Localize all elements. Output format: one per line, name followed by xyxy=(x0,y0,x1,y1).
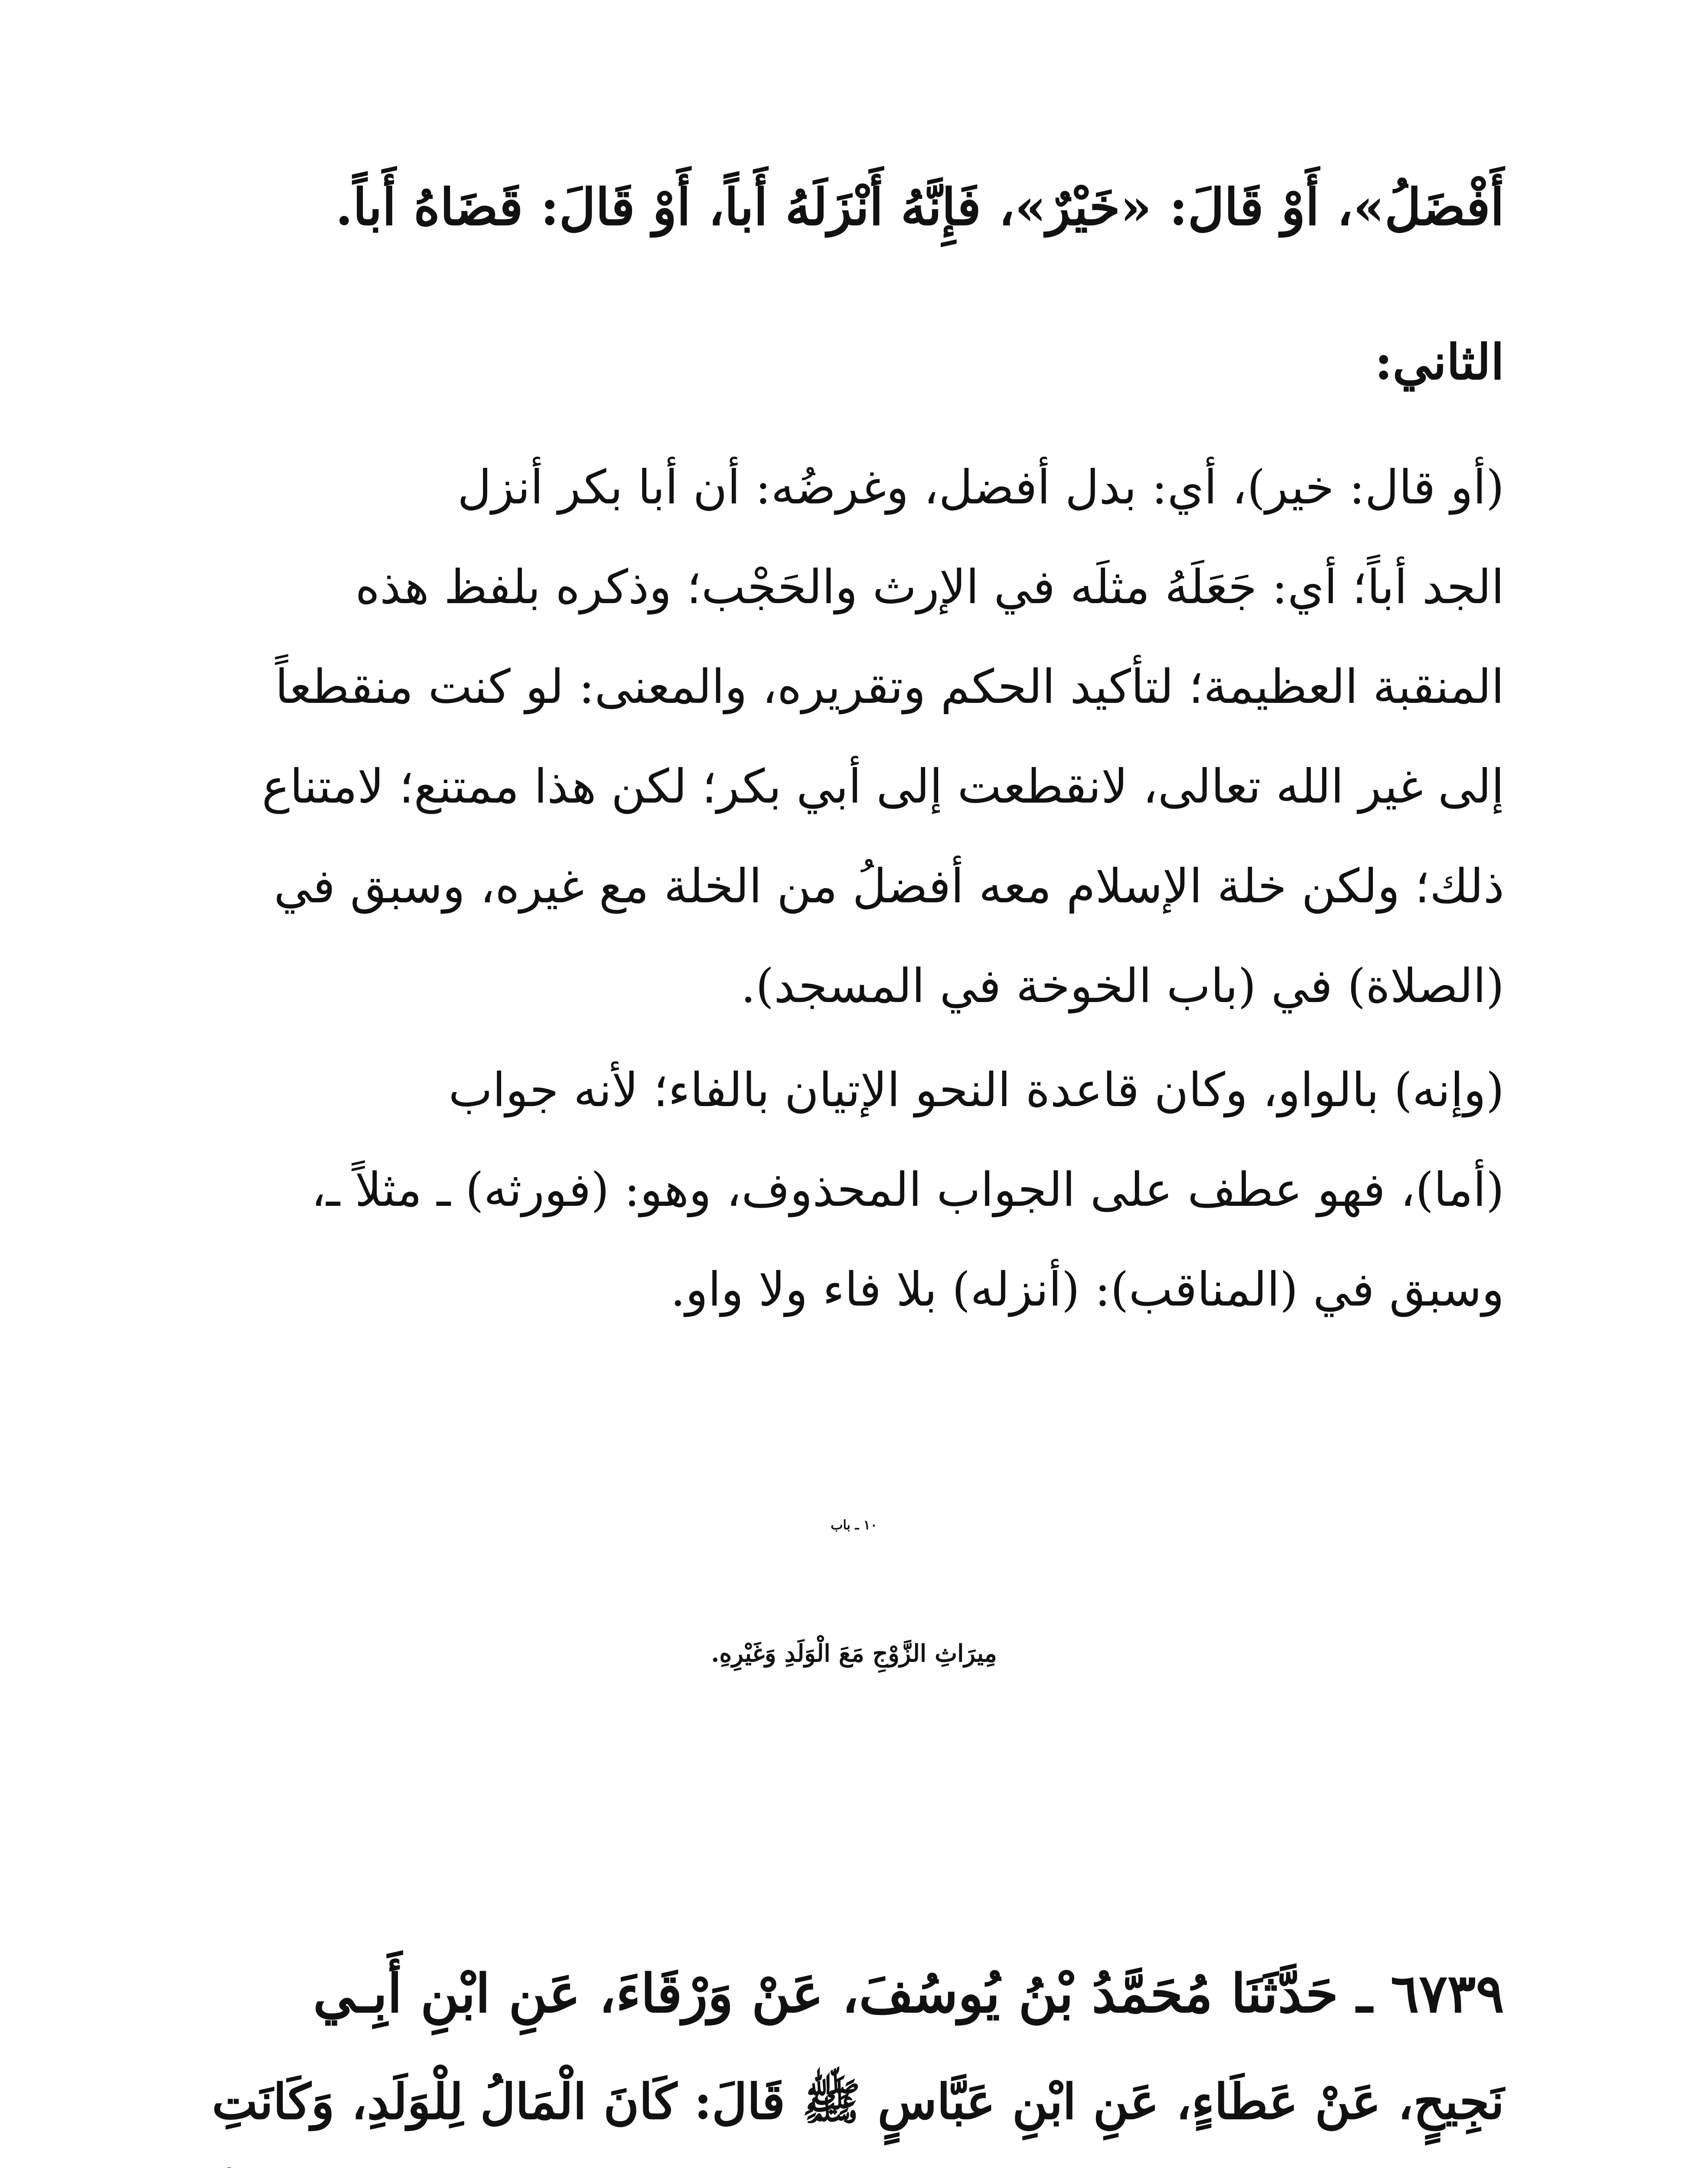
hadith-line-2: نَجِيحٍ، عَنْ عَطَاءٍ، عَنِ ابْنِ عَبَّاسٍ ﷺ قَالَ: كَانَ الْمَالُ لِلْوَلَدِ، وَكَانَتِ xyxy=(212,2073,1504,2130)
hadith-line-1: ٦٧٣٩ ـ حَدَّثَنَا مُحَمَّدُ بْنُ يُوسُفَ، عَنْ وَرْقَاءَ، عَنِ ابْنِ أَبِـي xyxy=(313,1962,1504,2024)
section-label: الثاني: xyxy=(1374,334,1504,391)
paragraph1-line-1: (أو قال: خير)، أي: بدل أفضل، وغرضُه: أن أبا بكر أنزل xyxy=(457,460,1504,515)
paragraph1-line-3: المنقبة العظيمة؛ لتأكيد الحكم وتقريره، والمعنى: لو كنت منقطعاً xyxy=(275,660,1504,714)
paragraph2-line-2: (أما)، فهو عطف على الجواب المحذوف، وهو: (فورثه) ـ مثلاً ـ، xyxy=(311,1163,1504,1217)
top-quote-line: أَفْضَلُ»، أَوْ قَالَ: «خَيْرٌ»، فَإِنَّهُ أَنْزَلَهُ أَباً، أَوْ قَالَ: قَضَاهُ أَباً. xyxy=(335,178,1504,237)
chapter-number: ١٠ ـ باب xyxy=(831,1518,877,1533)
paragraph1-line-2: الجد أباً؛ أي: جَعَلَهُ مثلَه في الإرث والحَجْب؛ وذكره بلفظ هذه xyxy=(355,560,1504,614)
paragraph1-line-5: ذلك؛ ولكن خلة الإسلام معه أفضلُ من الخلة مع غيره، وسبق في xyxy=(274,859,1504,914)
paragraph1-line-4: إلى غير الله تعالى، لانقطعت إلى أبي بكر؛ لكن هذا ممتنع؛ لامتناع xyxy=(262,760,1504,814)
chapter-title: مِيرَاثِ الزَّوْجِ مَعَ الْوَلَدِ وَغَيْرِهِ. xyxy=(711,1639,997,1667)
paragraph2-line-3: وسبق في (المناقب): (أنزله) بلا فاء ولا واو. xyxy=(670,1263,1504,1317)
hadith-line-3 xyxy=(204,2159,1504,2168)
paragraph1-line-6: (الصلاة) في (باب الخوخة في المسجد). xyxy=(740,959,1504,1013)
paragraph2-line-1: (وإنه) بالواو، وكان قاعدة النحو الإتيان بالفاء؛ لأنه جواب xyxy=(448,1063,1504,1117)
